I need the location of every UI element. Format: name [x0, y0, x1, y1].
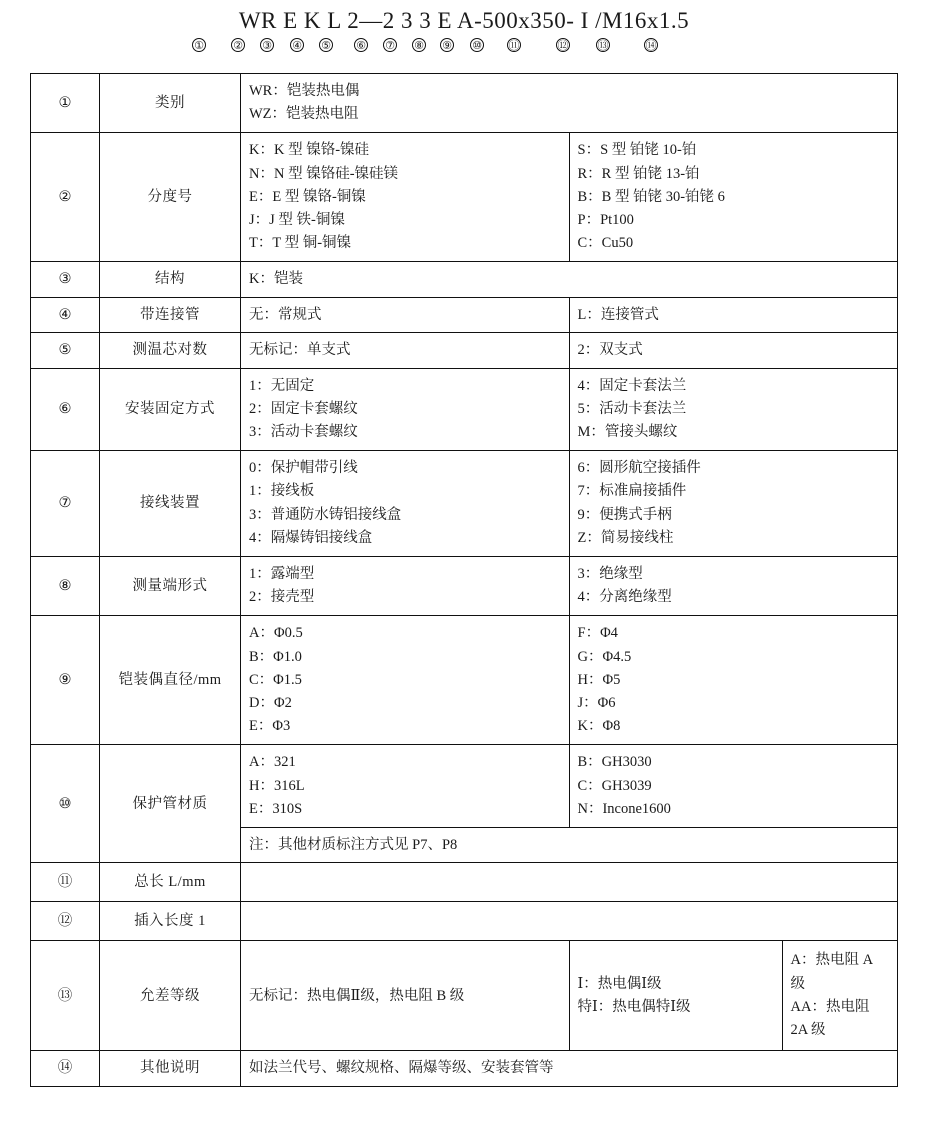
row-value-left: [241, 557, 570, 616]
value-line: 3：活动卡套螺纹: [249, 424, 358, 441]
marker-5: ⑤: [319, 38, 333, 52]
value-line: 9：便携式手柄: [577, 506, 672, 523]
row-label: 测量端形式: [100, 557, 241, 616]
value-line: 1：无固定: [249, 377, 315, 394]
marker-14: ⑭: [645, 39, 657, 52]
marker-1: ①: [192, 38, 206, 52]
tolerance-col-default: 无标记：热电偶Ⅱ级，热电阻 B 级: [241, 941, 570, 1051]
row-value-left: [241, 745, 570, 828]
row-marker: ⑩: [31, 745, 100, 863]
table-row: [31, 863, 898, 902]
table-row: [31, 451, 898, 557]
value-line: A：321: [249, 754, 296, 771]
row-label: 总长 L/mm: [100, 863, 241, 902]
row-label: 分度号: [100, 133, 241, 262]
row-label: 安装固定方式: [100, 368, 241, 451]
row-marker: ④: [31, 297, 100, 332]
value-line: Ⅰ：热电偶Ⅰ级: [577, 975, 662, 992]
row-marker: ⑦: [31, 451, 100, 557]
row-marker: ②: [31, 133, 100, 262]
value-line: F：Φ4: [577, 625, 618, 642]
value-line: B：B 型 铂铑 30-铂铑 6: [577, 188, 725, 205]
row-label: 接线装置: [100, 451, 241, 557]
tolerance-col-rtd: [782, 941, 897, 1050]
value-line: K：K 型 镍铬-镍硅: [249, 142, 370, 159]
row-value-right: [569, 745, 898, 828]
value-line: T：T 型 铜-铜镍: [249, 235, 352, 252]
table-row: [31, 297, 898, 332]
value-line: E：Φ3: [249, 718, 291, 735]
row-marker: ⑫: [31, 902, 100, 941]
table-row: [31, 616, 898, 745]
value-line: 特Ⅰ：热电偶特Ⅰ级: [577, 998, 691, 1015]
row-label: 结构: [100, 262, 241, 297]
table-row: [31, 902, 898, 941]
value-line: C：Cu50: [577, 235, 634, 252]
tolerance-col-tc: [570, 941, 783, 1050]
value-line: B：Φ1.0: [249, 648, 302, 665]
marker-8: ⑧: [412, 38, 426, 52]
row-value: [241, 902, 898, 941]
table-row: [31, 1051, 898, 1086]
spec-table-wrapper: [30, 73, 898, 1087]
row-label: 保护管材质: [100, 745, 241, 863]
table-row: [31, 557, 898, 616]
marker-9: ⑨: [440, 38, 454, 52]
row-label: 其他说明: [100, 1051, 241, 1086]
value-line: E：310S: [249, 800, 303, 817]
row-marker: ⑭: [31, 1051, 100, 1086]
value-line: 5：活动卡套法兰: [577, 400, 687, 417]
value-line: WZ：铠装热电阻: [249, 106, 359, 123]
value-line: C：Φ1.5: [249, 671, 302, 688]
row-marker: ⑧: [31, 557, 100, 616]
row-value-right: [569, 616, 898, 745]
table-row: [31, 133, 898, 262]
value-line: AA：热电阻 2A 级: [790, 998, 870, 1038]
table-row: [31, 74, 898, 133]
row-marker: ⑤: [31, 333, 100, 368]
value-line: 2：接壳型: [249, 589, 315, 606]
value-line: Z：简易接线柱: [577, 529, 674, 546]
value-line: H：Φ5: [577, 671, 621, 688]
value-line: C：GH3039: [577, 777, 652, 794]
row-value: 如法兰代号、螺纹规格、隔爆等级、安装套管等: [241, 1051, 898, 1086]
value-line: A：Φ0.5: [249, 625, 303, 642]
value-line: A：热电阻 A 级: [790, 952, 873, 992]
row-value-right: [569, 368, 898, 451]
value-line: B：GH3030: [577, 754, 652, 771]
value-line: 4：固定卡套法兰: [577, 377, 687, 394]
value-line: S：S 型 铂铑 10-铂: [577, 142, 697, 159]
model-code-line: WR E K L 2—2 3 3 E A-500x350- I /M16x1.5: [238, 8, 690, 33]
value-line: K：Φ8: [577, 718, 621, 735]
value-line: J：J 型 铁-铜镍: [249, 211, 345, 228]
row-value-left: [241, 451, 570, 557]
value-line: WR：铠装热电偶: [249, 83, 360, 99]
row-value-right: [569, 557, 898, 616]
value-line: 3：普通防水铸铝接线盒: [249, 506, 402, 523]
row-marker: ⑪: [31, 863, 100, 902]
row-value-left: [241, 616, 570, 745]
value-line: G：Φ4.5: [577, 648, 632, 665]
row-value-left: [241, 133, 570, 262]
marker-2: ②: [231, 38, 245, 52]
row-label: 允差等级: [100, 941, 241, 1051]
table-row: [31, 745, 898, 828]
value-line: 3：绝缘型: [577, 566, 643, 583]
value-line: D：Φ2: [249, 694, 292, 711]
row-value: [241, 74, 898, 133]
marker-7: ⑦: [383, 38, 397, 52]
row-label: 测温芯对数: [100, 333, 241, 368]
row-value-right: L：连接管式: [569, 297, 898, 332]
tolerance-split-cell: [569, 941, 898, 1051]
value-line: 7：标准扁接插件: [577, 483, 687, 500]
material-note: 注：其他材质标注方式见 P7、P8: [241, 827, 898, 862]
row-label: 插入长度 1: [100, 902, 241, 941]
value-line: R：R 型 铂铑 13-铂: [577, 165, 700, 182]
spec-table: [30, 73, 898, 1087]
table-row: [31, 941, 898, 1051]
row-label: 类别: [100, 74, 241, 133]
row-value-left: [241, 368, 570, 451]
value-line: 0：保护帽带引线: [249, 460, 358, 477]
value-line: 4：分离绝缘型: [577, 589, 672, 606]
marker-13: ⑬: [597, 39, 609, 52]
row-marker: ③: [31, 262, 100, 297]
row-marker: ⑬: [31, 941, 100, 1051]
model-code-markers: [184, 38, 744, 58]
value-line: 4：隔爆铸铝接线盒: [249, 529, 373, 546]
table-row: [31, 368, 898, 451]
marker-10: ⑩: [470, 38, 484, 52]
marker-4: ④: [290, 38, 304, 52]
value-line: M：管接头螺纹: [577, 424, 678, 441]
table-row: [31, 262, 898, 297]
value-line: H：316L: [249, 777, 305, 794]
row-label: 带连接管: [100, 297, 241, 332]
row-value-right: 2：双支式: [569, 333, 898, 368]
value-line: E：E 型 镍铬-铜镍: [249, 188, 366, 205]
value-line: P：Pt100: [577, 211, 634, 228]
row-marker: ①: [31, 74, 100, 133]
row-value-left: 无标记：单支式: [241, 333, 570, 368]
marker-6: ⑥: [354, 38, 368, 52]
row-value: [241, 863, 898, 902]
row-marker: ⑨: [31, 616, 100, 745]
row-label: 铠装偶直径/mm: [100, 616, 241, 745]
value-line: J：Φ6: [577, 694, 616, 711]
row-value-right: [569, 451, 898, 557]
value-line: 6：圆形航空接插件: [577, 460, 701, 477]
marker-3: ③: [260, 38, 274, 52]
marker-12: ⑫: [557, 39, 569, 52]
marker-11: ⑪: [508, 39, 520, 52]
value-line: N：N 型 镍铬硅-镍硅镁: [249, 165, 399, 182]
row-value-right: [569, 133, 898, 262]
value-line: 1：接线板: [249, 483, 315, 500]
row-value-left: 无：常规式: [241, 297, 570, 332]
value-line: N：Incone1600: [577, 800, 671, 817]
value-line: 1：露端型: [249, 566, 315, 583]
model-code-header: [0, 0, 928, 63]
value-line: 2：固定卡套螺纹: [249, 400, 358, 417]
row-marker: ⑥: [31, 368, 100, 451]
table-row: [31, 333, 898, 368]
row-value: K：铠装: [241, 262, 898, 297]
